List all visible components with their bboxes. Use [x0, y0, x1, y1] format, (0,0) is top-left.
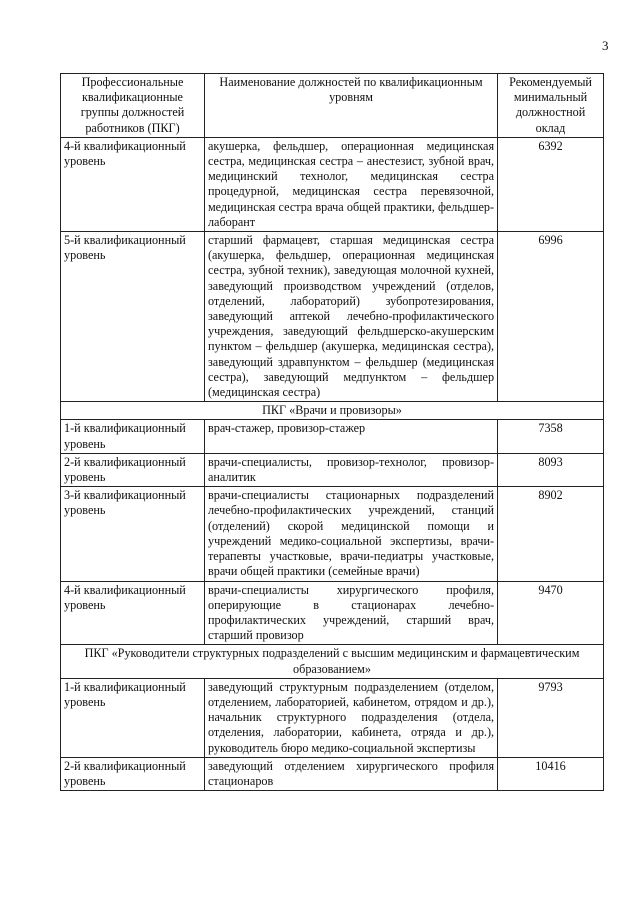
salary-cell: 6392: [498, 137, 604, 231]
positions-cell: врачи-специалисты, провизор-технолог, провизор-аналитик: [204, 453, 497, 486]
level-cell: 4-й квалификационный уровень: [61, 137, 205, 231]
salary-cell: 9793: [498, 678, 604, 757]
group-title-doctors: ПКГ «Врачи и провизоры»: [61, 402, 604, 420]
table-row: [61, 137, 604, 231]
salary-cell: 7358: [498, 420, 604, 453]
table-row: [61, 757, 604, 790]
table-row: [61, 581, 604, 645]
positions-cell: заведующий структурным подразделением (отделом, отделением, лабораторией, кабинетом, отрядом и др.), начальник структурного подразделения (отдела, отделения, лаборатории, кабинета, отряда и др.), руководитель бюро медико-социальной экспертизы: [204, 678, 497, 757]
level-cell: 1-й квалификационный уровень: [61, 678, 205, 757]
salary-cell: 8093: [498, 453, 604, 486]
positions-cell: врачи-специалисты стационарных подразделений лечебно-профилактических учреждений, станций (отделений) скорой медицинской помощи и учреждений медико-социальной экспертизы, врачи-терапевты участковые, врачи-педиатры участковые, врачи общей практики (семейные врачи): [204, 487, 497, 581]
table-row: [61, 487, 604, 581]
positions-cell: акушерка, фельдшер, операционная медицинская сестра, медицинская сестра – анестезист, зубной врач, медицинский технолог, медицинская сестра процедурной, медицинская сестра перевязочной, медицинская сестра врача общей практики, фельдшер-лаборант: [204, 137, 497, 231]
table-row: [61, 678, 604, 757]
page-number: 3: [602, 38, 609, 53]
salary-cell: 10416: [498, 757, 604, 790]
header-positions: Наименование должностей по квалификационным уровням: [204, 74, 497, 138]
group-title-heads: ПКГ «Руководители структурных подразделений с высшим медицинским и фармацевтическим образованием»: [61, 645, 604, 678]
level-cell: 1-й квалификационный уровень: [61, 420, 205, 453]
positions-cell: врач-стажер, провизор-стажер: [204, 420, 497, 453]
level-cell: 2-й квалификационный уровень: [61, 453, 205, 486]
positions-cell: врачи-специалисты хирургического профиля, оперирующие в стационарах лечебно-профилактических учреждений, старший врач, старший провизор: [204, 581, 497, 645]
table-row: [61, 232, 604, 402]
level-cell: 3-й квалификационный уровень: [61, 487, 205, 581]
group-title-row: [61, 645, 604, 678]
positions-cell: старший фармацевт, старшая медицинская сестра (акушерка, фельдшер, операционная медицинская сестра, зубной техник), заведующая молочной кухней, заведующий производством учреждений (отделов, отделений, лабораторий) зубопротезирования, заведующий аптекой лечебно-профилактического учреждения, заведующий фельдшерско-акушерским пунктом – фельдшер (акушерка, медицинская сестра), заведующий здравпунктом – фельдшер (медицинская сестра), заведующий медпунктом – фельдшер (медицинская сестра): [204, 232, 497, 402]
positions-cell: заведующий отделением хирургического профиля стационаров: [204, 757, 497, 790]
header-salary: Рекомендуемый минимальный должностной оклад: [498, 74, 604, 138]
salary-cell: 6996: [498, 232, 604, 402]
salary-cell: 8902: [498, 487, 604, 581]
header-pkg: Профессиональные квалификационные группы должностей работников (ПКГ): [61, 74, 205, 138]
table-header-row: [61, 74, 604, 138]
group-title-row: [61, 402, 604, 420]
table-row: [61, 420, 604, 453]
salary-cell: 9470: [498, 581, 604, 645]
level-cell: 4-й квалификационный уровень: [61, 581, 205, 645]
salary-table: [60, 73, 604, 791]
level-cell: 2-й квалификационный уровень: [61, 757, 205, 790]
table-row: [61, 453, 604, 486]
level-cell: 5-й квалификационный уровень: [61, 232, 205, 402]
